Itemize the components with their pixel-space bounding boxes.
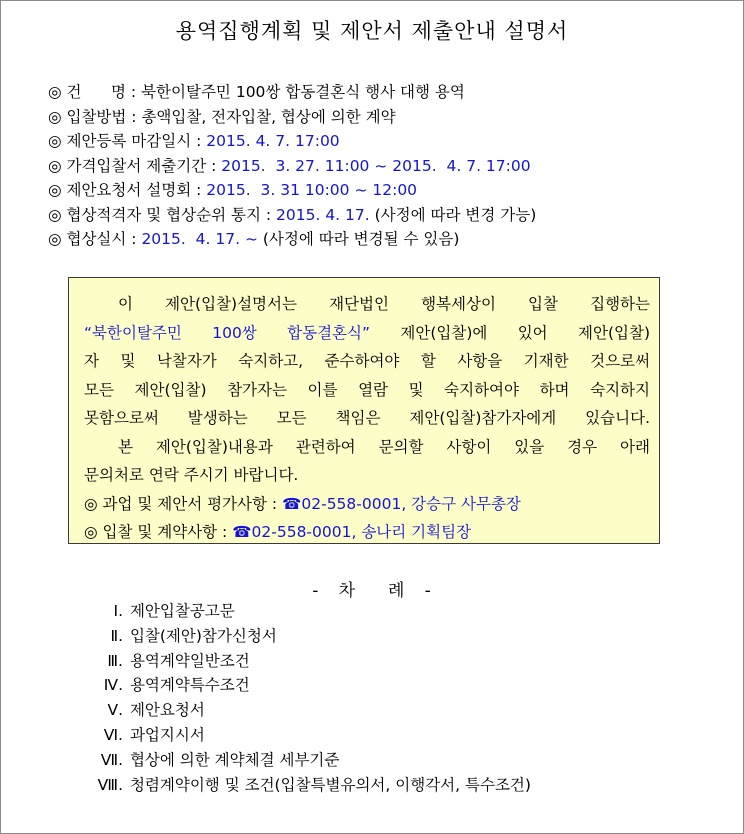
info-label: 입찰방법 : (66, 107, 142, 126)
bullet-icon: ◎ (48, 230, 62, 248)
info-value: 2015. 3. 27. 11:00 ~ 2015. 4. 7. 17:00 (221, 156, 531, 175)
toc-number: Ⅴ. (107, 701, 123, 720)
info-label: 협상실시 : (66, 230, 142, 248)
toc-text: 용역계약일반조건 (129, 651, 250, 670)
contact-label: 과업 및 제안서 평가사항 : (102, 494, 283, 513)
toc-item (89, 673, 531, 698)
contact-label: 입찰 및 계약사항 : (102, 523, 233, 541)
info-item-negotiation (48, 227, 536, 252)
notice-text: 제안(입찰)에 있어 제안(입찰) (400, 323, 650, 342)
notice-line: 이 제안(입찰)설명서는 재단법인 행복세상이 입찰 집행하는 (118, 295, 650, 313)
toc-item (89, 599, 531, 624)
toc-item (89, 698, 531, 723)
bullet-icon: ◎ (48, 156, 62, 175)
toc-number: Ⅲ. (107, 651, 123, 670)
info-value: 북한이탈주민 100쌍 합동결혼식 행사 대행 용역 (141, 83, 465, 101)
info-value: 총액입찰, 전자입찰, 협상에 의한 계약 (141, 107, 396, 126)
info-item-negotiation-notice (48, 203, 536, 228)
toc-heading: - 차 례 - (312, 581, 432, 601)
info-value: 2015. 4. 7. 17:00 (206, 132, 340, 150)
phone-icon: ☎ (282, 494, 302, 513)
info-item-project (48, 80, 536, 105)
contact-evaluation (84, 490, 650, 519)
toc-text: 청렴계약이행 및 조건(입찰특별유의서, 이행각서, 특수조건) (129, 775, 531, 794)
toc-number: Ⅳ. (103, 676, 123, 695)
info-list (48, 80, 536, 252)
toc-number: Ⅵ. (103, 725, 123, 744)
toc-number: Ⅷ. (97, 775, 123, 794)
info-label: 제안요청서 설명회 : (66, 181, 207, 199)
info-label: 제안등록 마감일시 : (66, 132, 207, 150)
info-value: 2015. 4. 17. ~ (141, 230, 258, 248)
contact-value: 02-558-0001, 강승구 사무총장 (301, 494, 521, 513)
toc-text: 입찰(제안)참가신청서 (129, 626, 277, 645)
toc-item (89, 773, 531, 798)
toc-item (89, 723, 531, 748)
notice-line: 문의처로 연락 주시기 바랍니다. (84, 466, 299, 484)
bullet-icon: ◎ (84, 494, 98, 513)
bullet-icon: ◎ (48, 107, 62, 126)
toc-item (89, 748, 531, 773)
project-name-quote: “북한이탈주민 100쌍 합동결혼식” (84, 323, 371, 342)
info-label: 건 명 : (66, 83, 142, 101)
toc-text: 과업지시서 (129, 725, 205, 744)
phone-icon: ☎ (232, 523, 252, 541)
toc-item (89, 649, 531, 674)
info-item-price-bid-period (48, 154, 536, 179)
table-of-contents (89, 599, 531, 797)
notice-line (84, 319, 650, 348)
bullet-icon: ◎ (84, 523, 98, 541)
bullet-icon: ◎ (48, 181, 62, 199)
contact-value: 02-558-0001, 송나리 기획팀장 (251, 523, 472, 541)
notice-line: 못함으로써 발생하는 모든 책임은 제안(입찰)참가자에게 있습니다. (84, 409, 650, 427)
bullet-icon: ◎ (48, 132, 62, 150)
info-item-registration-deadline (48, 129, 536, 154)
info-label: 가격입찰서 제출기간 : (66, 156, 222, 175)
contact-contract (84, 518, 650, 547)
notice-line: 자 및 낙찰자가 숙지하고, 준수하여야 할 사항을 기재한 것으로써 (84, 352, 650, 370)
toc-number: Ⅰ. (113, 602, 123, 620)
notice-line: 모든 제안(입찰) 참가자는 이를 열람 및 숙지하여야 하며 숙지하지 (84, 380, 650, 399)
bullet-icon: ◎ (48, 205, 62, 224)
notice-line: 본 제안(입찰)내용과 관련하여 문의할 사항이 있을 경우 아래 (118, 437, 650, 456)
info-value: 2015. 4. 17. (276, 205, 370, 224)
toc-number: Ⅶ. (100, 750, 123, 769)
document-title: 용역집행계획 및 제안서 제출안내 설명서 (175, 19, 569, 43)
info-note: (사정에 따라 변경될 수 있음) (257, 230, 460, 248)
toc-text: 제안입찰공고문 (129, 602, 235, 620)
toc-item (89, 624, 531, 649)
info-item-briefing (48, 178, 536, 203)
toc-number: Ⅱ. (110, 626, 123, 645)
notice-box (68, 277, 660, 544)
toc-text: 용역계약특수조건 (129, 676, 250, 695)
info-note: (사정에 따라 변경 가능) (369, 205, 537, 224)
toc-text: 협상에 의한 계약체결 세부기준 (129, 750, 340, 769)
info-label: 협상적격자 및 협상순위 통지 : (66, 205, 277, 224)
info-item-bid-method (48, 105, 536, 130)
toc-text: 제안요청서 (129, 701, 205, 720)
bullet-icon: ◎ (48, 83, 62, 101)
info-value: 2015. 3. 31 10:00 ~ 12:00 (206, 181, 418, 199)
